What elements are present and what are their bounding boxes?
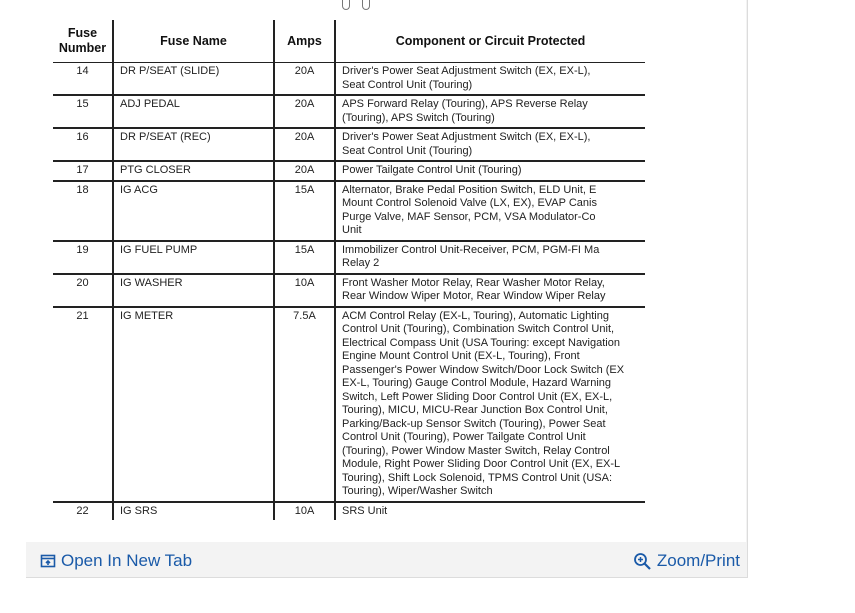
component-line: Parking/Back-up Sensor Switch (Touring), Power Seat xyxy=(342,417,606,430)
fuse-name-cell: IG FUEL PUMP xyxy=(113,241,274,274)
viewer-footer xyxy=(26,542,746,578)
component-line: Switch, Left Power Sliding Door Control Unit (EX, EX-L, xyxy=(342,390,613,403)
component-line: Immobilizer Control Unit-Receiver, PCM, PGM-FI Ma xyxy=(342,243,600,256)
component-line: Engine Mount Control Unit (EX-L, Touring), Front xyxy=(342,350,580,362)
table-row xyxy=(53,307,645,502)
component-cell xyxy=(335,307,645,502)
open-in-new-tab-button[interactable] xyxy=(40,550,192,572)
table-header-row xyxy=(53,20,645,63)
amps-cell: 15A xyxy=(274,241,335,274)
header-fuse-number-line1: Fuse xyxy=(67,26,98,40)
open-in-new-tab-label: Open In New Tab xyxy=(61,551,193,570)
header-fuse-number xyxy=(53,20,113,63)
fuse-table-body xyxy=(53,63,645,521)
open-in-new-tab-icon xyxy=(40,553,56,569)
component-cell xyxy=(335,63,645,96)
table-row xyxy=(53,63,645,96)
table-row xyxy=(53,161,645,181)
component-line: Purge Valve, MAF Sensor, PCM, VSA Modulator-Co xyxy=(342,210,596,223)
component-line: Touring), Shift Lock Solenoid, TPMS Control Unit (USA: xyxy=(342,471,613,484)
fuse-number-cell: 18 xyxy=(76,183,89,196)
fuse-number-cell: 15 xyxy=(76,98,89,110)
fuse-number-cell: 22 xyxy=(76,504,89,517)
header-component: Component or Circuit Protected xyxy=(335,20,645,63)
fuse-name-cell: IG ACG xyxy=(113,181,274,241)
fuse-name-cell: ADJ PEDAL xyxy=(113,95,274,128)
component-line: Passenger's Power Window Switch/Door Lock Switch (EX xyxy=(342,363,625,376)
component-cell xyxy=(335,181,645,241)
table-row xyxy=(53,181,645,241)
component-line: SRS Unit xyxy=(342,504,388,517)
component-line: Unit xyxy=(342,224,362,236)
component-line: EX-L, Touring) Gauge Control Module, Hazard Warning xyxy=(342,377,612,389)
component-line: Mount Control Solenoid Valve (LX, EX), EVAP Canis xyxy=(342,197,597,209)
fuse-number-cell: 19 xyxy=(76,243,89,256)
fuse-name-cell: DR P/SEAT (REC) xyxy=(113,128,274,161)
component-line: Control Unit (Touring), Power Tailgate Control Unit xyxy=(342,431,586,443)
component-line: Module, Right Power Sliding Door Control Unit (EX, EX-L xyxy=(342,458,621,470)
fuse-name-cell: IG METER xyxy=(113,307,274,502)
component-cell xyxy=(335,241,645,274)
component-cell xyxy=(335,502,645,521)
component-line: Front Washer Motor Relay, Rear Washer Motor Relay, xyxy=(342,276,605,289)
component-line: Driver's Power Seat Adjustment Switch (EX, EX-L), xyxy=(342,131,591,143)
fuse-name-cell: DR P/SEAT (SLIDE) xyxy=(113,63,274,96)
fuse-number-cell: 17 xyxy=(76,164,89,176)
table-row xyxy=(53,502,645,521)
zoom-print-label: Zoom/Print xyxy=(656,551,740,570)
binder-ring-icon xyxy=(362,0,370,10)
header-fuse-number-line2: Number xyxy=(58,41,107,55)
fuse-number-cell: 20 xyxy=(76,276,89,289)
zoom-print-button[interactable] xyxy=(633,550,740,572)
component-line: Seat Control Unit (Touring) xyxy=(342,144,473,157)
fuse-number-cell: 14 xyxy=(76,65,89,77)
component-line: Touring), Wiper/Washer Switch xyxy=(342,485,493,497)
document-viewer xyxy=(26,0,748,578)
fuse-number-cell: 16 xyxy=(76,131,89,143)
header-fuse-name: Fuse Name xyxy=(113,20,274,63)
amps-cell: 20A xyxy=(274,128,335,161)
component-line: Seat Control Unit (Touring) xyxy=(342,78,473,91)
amps-cell: 7.5A xyxy=(274,307,335,502)
amps-cell: 10A xyxy=(274,502,335,521)
amps-cell: 10A xyxy=(274,274,335,307)
component-line: APS Forward Relay (Touring), APS Reverse Relay xyxy=(342,98,588,110)
amps-cell: 20A xyxy=(274,63,335,96)
fuse-name-cell: IG SRS xyxy=(113,502,274,521)
fuse-table xyxy=(53,20,645,520)
fuse-number-cell: 21 xyxy=(76,309,89,322)
component-line: Driver's Power Seat Adjustment Switch (EX, EX-L), xyxy=(342,65,591,77)
table-row xyxy=(53,241,645,274)
zoom-in-icon xyxy=(633,552,652,571)
fuse-name-cell: IG WASHER xyxy=(113,274,274,307)
component-line: Touring), MICU, MICU-Rear Junction Box Control Unit, xyxy=(342,404,608,416)
component-cell xyxy=(335,274,645,307)
header-amps: Amps xyxy=(274,20,335,63)
component-line: Relay 2 xyxy=(342,257,380,269)
amps-cell: 15A xyxy=(274,181,335,241)
binder-ring-icon xyxy=(342,0,350,10)
component-line: (Touring), APS Switch (Touring) xyxy=(342,111,495,124)
amps-cell: 20A xyxy=(274,95,335,128)
fuse-name-cell: PTG CLOSER xyxy=(113,161,274,181)
component-cell xyxy=(335,161,645,181)
component-line: ACM Control Relay (EX-L, Touring), Automatic Lighting xyxy=(342,309,609,322)
amps-cell: 20A xyxy=(274,161,335,181)
component-cell xyxy=(335,128,645,161)
component-line: Rear Window Wiper Motor, Rear Window Wiper Relay xyxy=(342,290,606,302)
component-line: Power Tailgate Control Unit (Touring) xyxy=(342,164,522,176)
component-line: (Touring), Power Window Master Switch, Relay Control xyxy=(342,444,610,457)
table-row xyxy=(53,128,645,161)
table-row xyxy=(53,95,645,128)
component-line: Control Unit (Touring), Combination Switch Control Unit, xyxy=(342,323,615,335)
component-line: Alternator, Brake Pedal Position Switch, ELD Unit, E xyxy=(342,183,597,196)
table-row xyxy=(53,274,645,307)
component-cell xyxy=(335,95,645,128)
component-line: Electrical Compass Unit (USA Touring: except Navigation xyxy=(342,336,620,349)
document-page xyxy=(26,0,746,542)
